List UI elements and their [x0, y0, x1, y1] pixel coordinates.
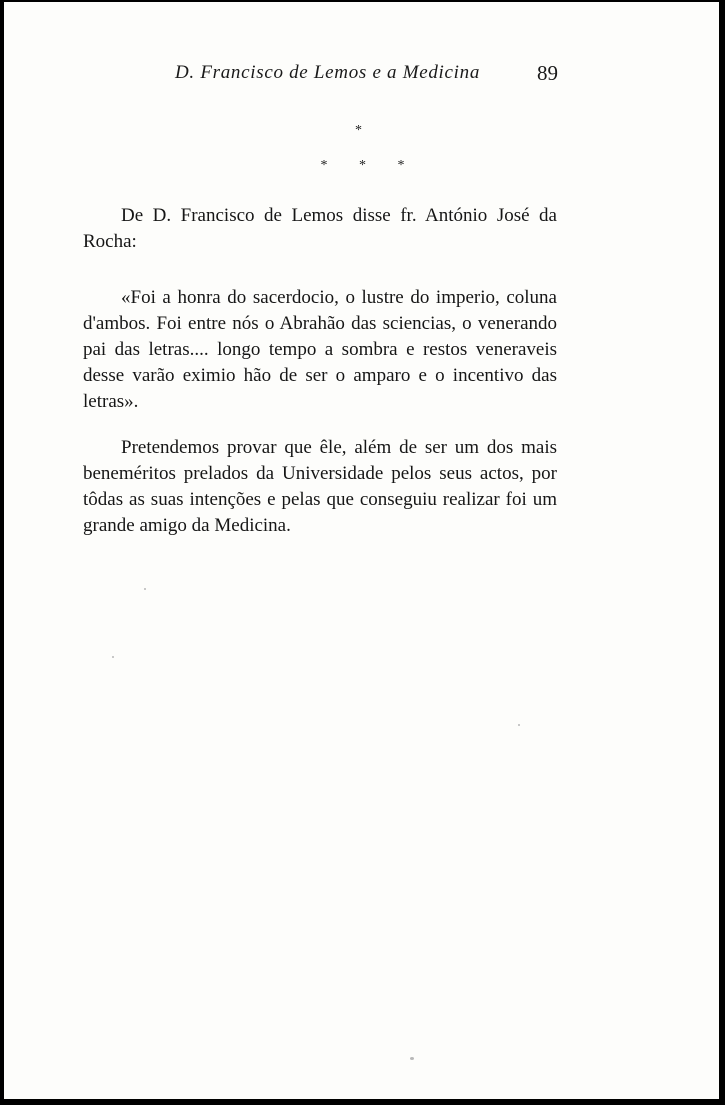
book-page [4, 2, 719, 1099]
paragraph-thesis: Pretendemos provar que êle, além de ser um dos mais beneméritos prelados da Universidade pelos seus actos, por tôdas as suas intenções e pelas que conseguiu realizar foi um grande amigo da Medicina. [83, 437, 557, 536]
section-asterism-bottom: * * * [320, 158, 419, 173]
paragraph-intro: De D. Francisco de Lemos disse fr. António José da Rocha: [83, 205, 557, 252]
paragraph-quotation: «Foi a honra do sacerdocio, o lustre do imperio, coluna d'ambos. Foi entre nós o Abrahão das sciencias, o venerando pai das letras.... longo tempo a sombra e restos veneraveis desse varão eximio hão de ser o amparo e o incentivo das letras». [83, 287, 557, 412]
running-title: D. Francisco de Lemos e a Medicina [175, 62, 481, 83]
scan-speck [410, 1057, 414, 1060]
page-number: 89 [537, 61, 558, 85]
scan-speck [518, 724, 520, 726]
section-asterism-top: * [355, 123, 362, 138]
scan-speck [144, 588, 146, 590]
scan-speck [112, 656, 114, 658]
